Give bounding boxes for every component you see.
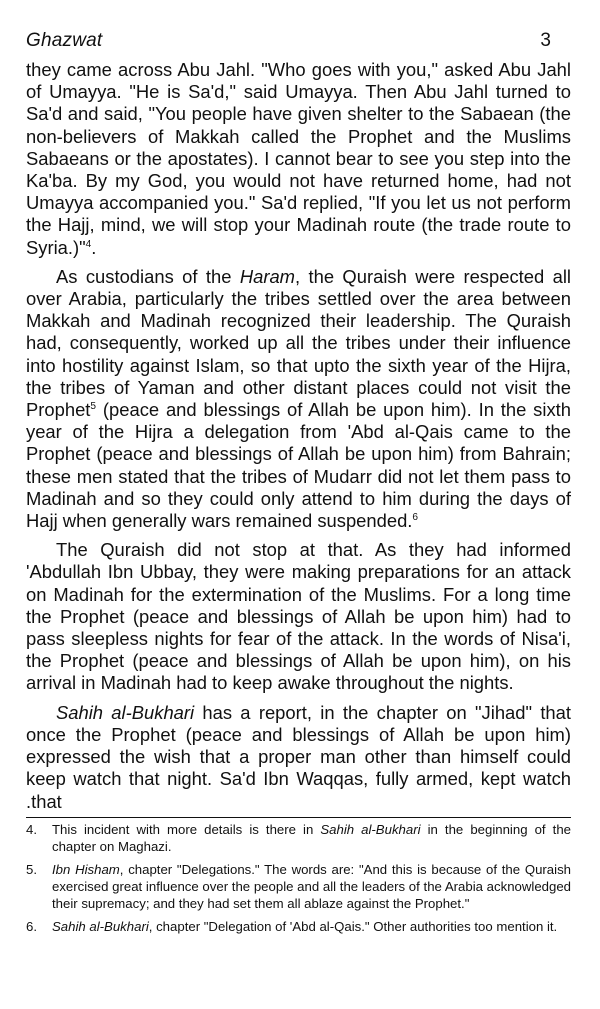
haram-term: Haram — [239, 265, 295, 287]
page-number: 3 — [540, 30, 551, 51]
footnote-text-part: in the beginning of the chapter on Maghazi. — [52, 822, 571, 854]
footnote-ref-6: 6 — [412, 511, 419, 523]
footnote-ref-4: 4 — [85, 238, 92, 250]
footnote-4 — [26, 821, 571, 855]
footnote-text — [52, 821, 571, 855]
source-title: Sahih al-Bukhari — [56, 701, 195, 723]
footnote-5 — [26, 861, 571, 912]
footnote-text-part: This incident with more details is there in — [52, 822, 321, 837]
paragraph-1-text: they came across Abu Jahl. "Who goes with you," asked Abu Jahl of Umayya. "He is Sa'd," said Umayya. Then Abu Jahl turned to Sa'd and said, "You people have given shelter to the Sabaean (the non-believers of Makkah called the Prophet and the Muslims Sabaeans or the apostates). I cannot bear to see you step into the Ka'ba. By my God, you would not have returned home, had not Umayya accompanied you." Sa'd replied, "If you let us not perform the Hajj, mind, we will stop your Madinah route (the trade route to Syria.)" — [26, 59, 571, 258]
paragraph-2-text-a: As custodians of the — [56, 265, 240, 287]
footnote-number: 5. — [26, 862, 37, 877]
footnote-text-part: , chapter "Delegation of 'Abd al-Qais." Other authorities too mention it. — [148, 919, 558, 934]
running-title: Ghazwat — [26, 30, 103, 51]
body-text — [26, 59, 571, 813]
footnote-source: Ibn Hisham — [52, 862, 120, 877]
footnote-text — [52, 918, 571, 935]
paragraph-2-text-b: , the Quraish were respected all over Arabia, particularly the tribes settled over the area between Makkah and Madinah recognized their leadership. The Quraish had, consequently, worked up all the tribes under their influence into hostility against Islam, so that upto the sixth year of the Hijra, the tribes of Yaman and other distant places could not visit the Prophet — [26, 265, 571, 421]
paragraph-4-text: has a report, in the chapter on "Jihad" that once the Prophet (peace and blessings of Allah be upon him) expressed the wish that a proper man other than himself could keep watch that night. Sa'd Ibn Waqqas, fully armed, kept watch .that — [26, 701, 571, 812]
footnote-text — [52, 861, 571, 912]
footnote-number: 6. — [26, 919, 37, 934]
paragraph-4 — [26, 702, 571, 813]
footnote-ref-5: 5 — [90, 400, 97, 412]
footnote-divider — [26, 817, 571, 818]
paragraph-1 — [26, 59, 571, 259]
paragraph-2-text-c: (peace and blessings of Allah be upon him). In the sixth year of the Hijra a delegation from 'Abd al-Qais came to the Prophet (peace and blessings of Allah be upon him) from Bahrain; these men stated that the tribes of Mudarr did not let them pass to Madinah and so they could only attend to him during the days of Hajj when generally wars remained suspended. — [26, 399, 571, 532]
footnote-source: Sahih al-Bukhari — [320, 822, 421, 837]
paragraph-3: The Quraish did not stop at that. As they had informed 'Abdullah Ibn Ubbay, they were making preparations for an attack on Madinah for the extermination of the Muslims. For a long time the Prophet (peace and blessings of Allah be upon him) had to pass sleepless nights for fear of the attack. In the words of Nisa'i, the Prophet (peace and blessings of Allah be upon him), on his arrival in Madinah had to keep awake throughout the nights. — [26, 539, 571, 694]
paragraph-1-end: . — [91, 236, 97, 258]
footnote-text-part: , chapter "Delegations." The words are: "And this is because of the Quraish exercised great influence over the people and all the leaders of the Arabia acknowledged their supremacy; and they had set them all ablaze against the Prophet." — [52, 862, 571, 911]
footnote-number: 4. — [26, 822, 37, 837]
page-header — [26, 30, 551, 58]
footnotes — [26, 821, 571, 941]
paragraph-2 — [26, 266, 571, 532]
footnote-6 — [26, 918, 571, 935]
footnote-source: Sahih al-Bukhari — [52, 919, 149, 934]
